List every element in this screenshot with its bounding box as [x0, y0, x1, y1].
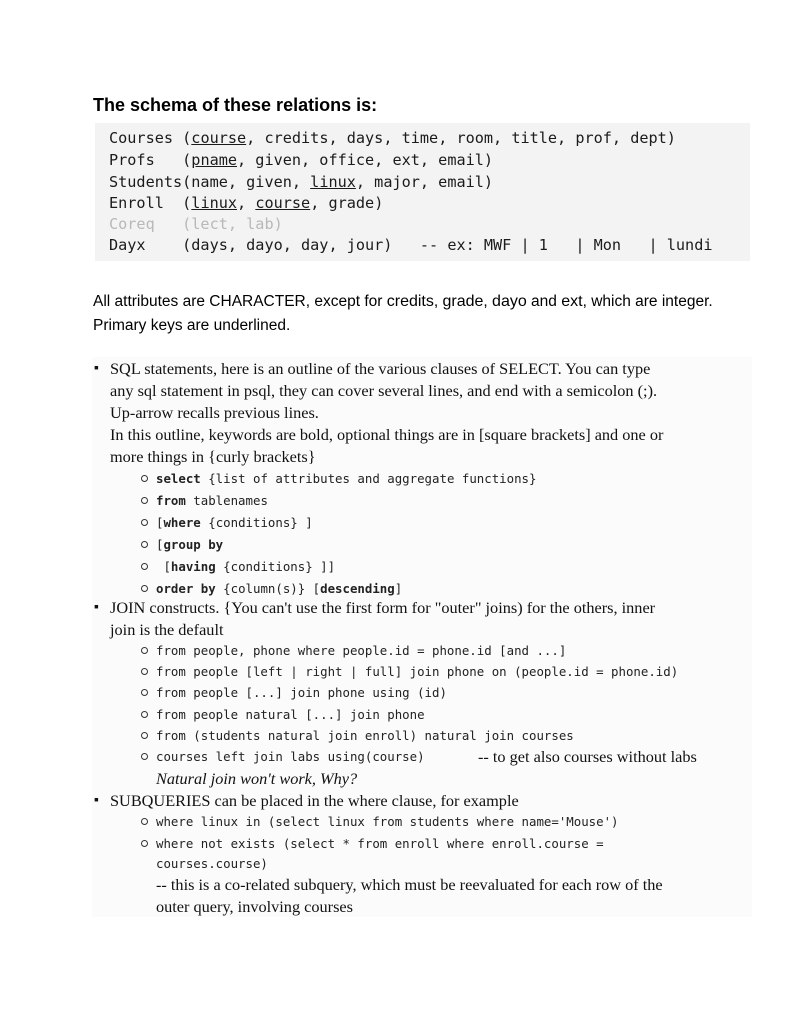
field-credits: credits	[386, 293, 434, 310]
primary-key: course	[191, 129, 247, 147]
bracket: [	[156, 559, 171, 574]
sql-clause-group-by	[156, 537, 223, 552]
schema-text: Dayx (days, dayo, day, jour) -- ex: MWF | 1 | Mon | lundi	[109, 236, 713, 254]
schema-text: Enroll (	[109, 194, 192, 212]
sql-notes-image	[92, 357, 752, 917]
sep: ,	[483, 293, 493, 310]
sql-text-line: SQL statements, here is an outline of the various clauses of SELECT. You can type	[110, 359, 651, 378]
sql-text-line: more things in {curly brackets}	[110, 447, 316, 466]
clause-text: {conditions} ]	[200, 515, 313, 530]
join-example: from people natural [...] join phone	[156, 707, 425, 722]
schema-line	[109, 236, 712, 254]
schema-text: Courses (	[109, 129, 192, 147]
circle-bullet-icon	[141, 732, 148, 739]
schema-text: , major, email)	[355, 173, 494, 191]
schema-code-block	[95, 123, 750, 261]
circle-bullet-icon	[141, 689, 148, 696]
join-example: from people, phone where people.id = phone.id [and ...]	[156, 643, 567, 658]
schema-line	[109, 194, 383, 212]
clause-text: {column(s)} [	[215, 581, 321, 596]
field-grade: grade	[442, 293, 484, 310]
join-example: from (students natural join enroll) natural join courses	[156, 728, 574, 743]
circle-bullet-icon	[141, 585, 148, 592]
schema-text: Students(name, given,	[109, 173, 311, 191]
circle-bullet-icon	[141, 711, 148, 718]
intro-text: All attributes are CHARACTER, except for	[93, 293, 387, 310]
primary-key: course	[255, 194, 311, 212]
clause-text: {conditions} ]]	[215, 559, 336, 574]
subquery-example: where linux in (select linux from students where name='Mouse')	[156, 814, 619, 829]
primary-key: linux	[191, 194, 238, 212]
sql-text-line: Up-arrow recalls previous lines.	[110, 403, 319, 422]
bracket: ]	[394, 581, 403, 596]
schema-text: ,	[237, 194, 256, 212]
sep: ,	[433, 293, 443, 310]
schema-line	[109, 215, 283, 233]
circle-bullet-icon	[141, 668, 148, 675]
circle-bullet-icon	[141, 497, 148, 504]
subquery-note: outer query, involving courses	[156, 897, 353, 916]
sql-clause-order-by	[156, 581, 402, 596]
keyword: select	[156, 471, 201, 486]
sql-clause-having	[156, 559, 335, 574]
field-dayo: dayo	[492, 293, 527, 310]
schema-line	[109, 129, 676, 147]
circle-bullet-icon	[141, 563, 148, 570]
subquery-text-line: SUBQUERIES can be placed in the where clause, for example	[110, 791, 519, 810]
join-question: Natural join won't work, Why?	[156, 769, 358, 788]
bullet-icon: ▪	[94, 361, 99, 376]
sql-text-line: In this outline, keywords are bold, optional things are in [square brackets] and one or	[110, 425, 664, 444]
schema-line	[109, 173, 493, 191]
bracket: [	[156, 515, 164, 530]
circle-bullet-icon	[141, 541, 148, 548]
join-example: from people [...] join phone using (id)	[156, 685, 447, 700]
subquery-note: -- this is a co-related subquery, which must be reevaluated for each row of the	[156, 875, 663, 894]
schema-line	[109, 151, 493, 169]
schema-text: , given, office, ext, email)	[237, 151, 494, 169]
field-ext: ext	[561, 293, 583, 310]
schema-text: , grade)	[310, 194, 384, 212]
attributes-note	[93, 290, 713, 338]
subquery-example-cont: courses.course)	[156, 856, 268, 871]
clause-text: {list of attributes and aggregate functions}	[200, 471, 537, 486]
keyword: where	[163, 515, 201, 530]
bullet-icon: ▪	[94, 600, 99, 615]
schema-text: Coreq (lect, lab)	[109, 215, 283, 233]
join-note: -- to get also courses without labs	[478, 747, 697, 766]
sql-clause-select	[156, 471, 536, 486]
circle-bullet-icon	[141, 519, 148, 526]
subquery-example: where not exists (select * from enroll where enroll.course =	[156, 836, 604, 851]
sql-text-line: any sql statement in psql, they can cover several lines, and end with a semicolon (;).	[110, 381, 658, 400]
circle-bullet-icon	[141, 753, 148, 760]
join-text-line: JOIN constructs. {You can't use the first form for "outer" joins) for the others, inner	[110, 598, 656, 617]
keyword: descending	[320, 581, 395, 596]
primary-key: pname	[191, 151, 238, 169]
keyword: group by	[163, 537, 224, 552]
sep: and	[526, 293, 562, 310]
schema-text: , credits, days, time, room, title, prof, dept)	[246, 129, 676, 147]
circle-bullet-icon	[141, 818, 148, 825]
primary-key: linux	[310, 173, 356, 191]
keyword: having	[170, 559, 216, 574]
bullet-icon: ▪	[94, 793, 99, 808]
circle-bullet-icon	[141, 647, 148, 654]
join-text-line: join is the default	[110, 620, 224, 639]
intro-text-end: , which are integer. Primary keys are underlined.	[93, 293, 713, 334]
join-example: courses left join labs using(course)	[156, 749, 425, 764]
join-example: from people [left | right | full] join phone on (people.id = phone.id)	[156, 664, 679, 679]
circle-bullet-icon	[141, 840, 148, 847]
keyword: from	[156, 493, 186, 508]
clause-text: tablenames	[185, 493, 268, 508]
schema-text: Profs (	[109, 151, 192, 169]
keyword: order by	[156, 581, 216, 596]
circle-bullet-icon	[141, 475, 148, 482]
page-heading: The schema of these relations is:	[93, 95, 378, 115]
sql-clause-where	[156, 515, 313, 530]
sql-clause-from	[156, 493, 268, 508]
bracket: [	[156, 537, 164, 552]
